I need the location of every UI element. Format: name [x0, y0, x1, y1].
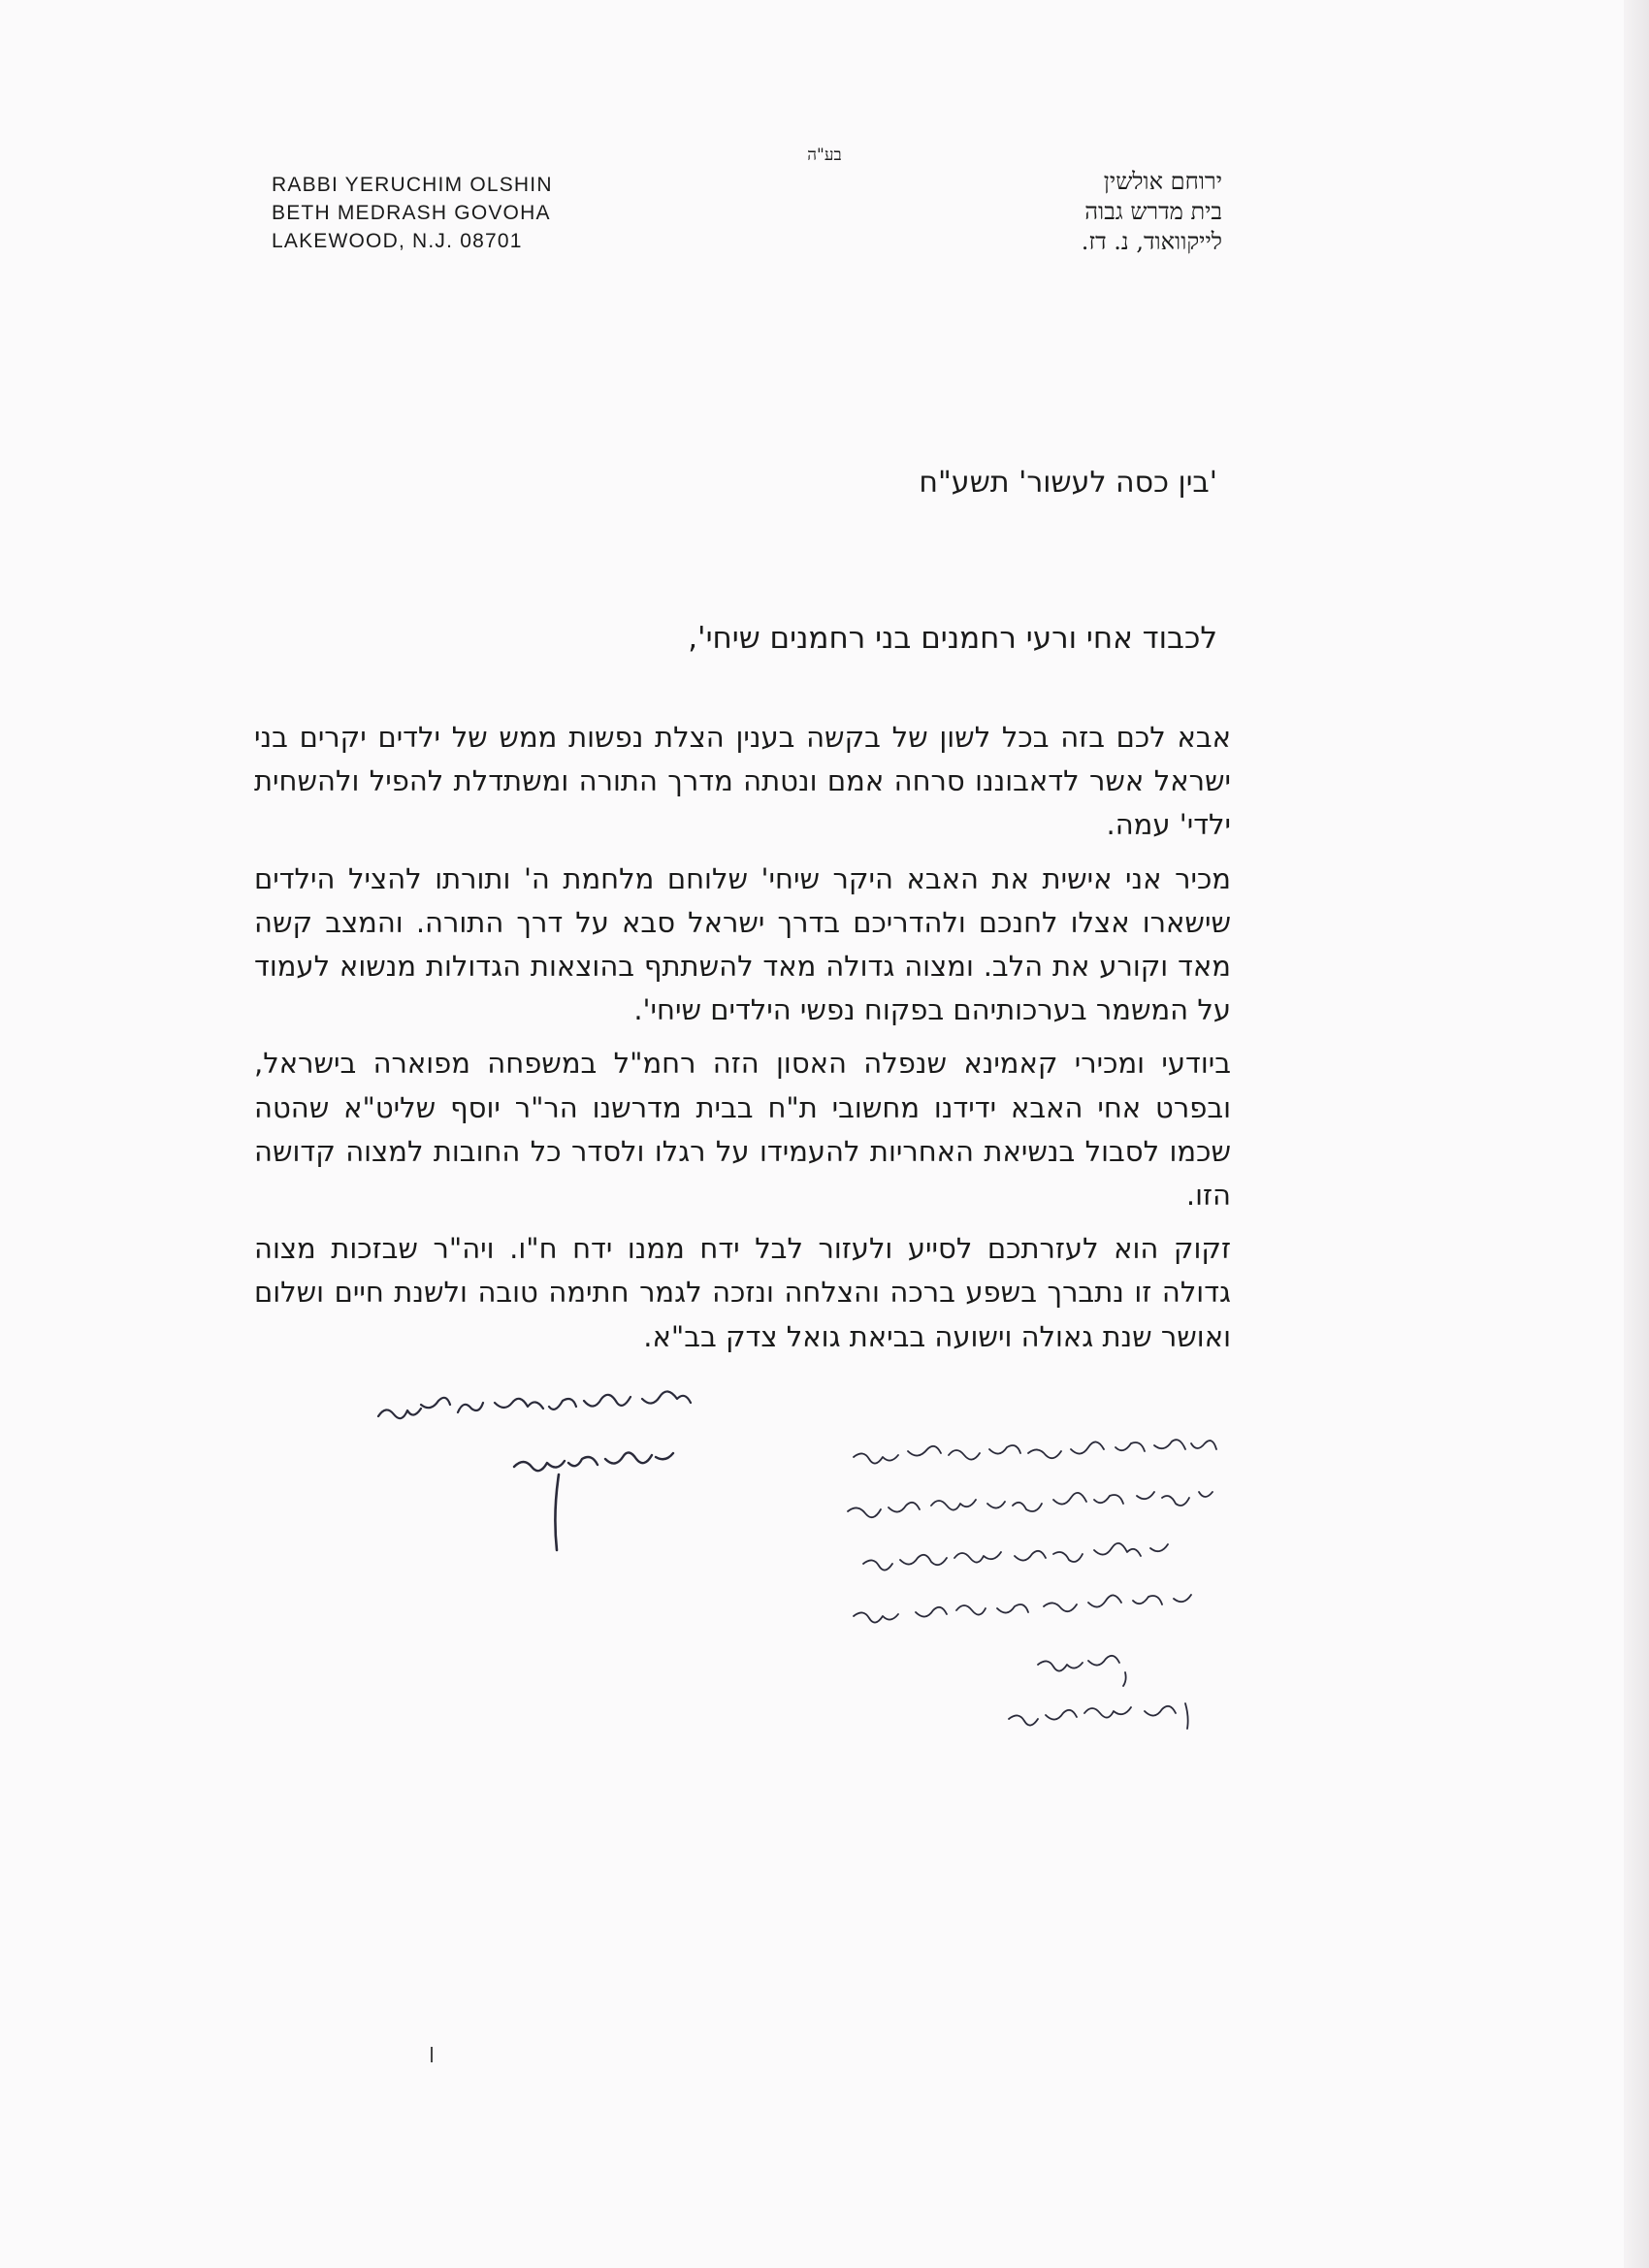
salutation: לכבוד אחי ורעי רחמנים בני רחמנים שיחי',	[688, 621, 1217, 656]
letter-date: 'בין כסה לעשור' תשע"ח	[919, 466, 1217, 500]
letterhead-address-he: לייקוואוד, נ. דז.	[1081, 228, 1222, 255]
letterhead-institution-en: BETH MEDRASH GOVOHA	[272, 202, 551, 224]
scan-edge	[1624, 0, 1649, 2268]
letterhead-name-he: ירוחם אולשין	[1103, 168, 1222, 195]
letterhead-hebrew	[1082, 167, 1222, 257]
letterhead-institution-he: בית מדרש גבוה	[1084, 198, 1222, 225]
handwritten-note	[834, 1436, 1300, 1789]
signature-drawing	[369, 1377, 776, 1562]
note-drawing	[834, 1436, 1300, 1785]
letterhead-address-en: LAKEWOOD, N.J. 08701	[272, 230, 523, 252]
body-paragraph: מכיר אני אישית את האבא היקר שיחי' שלוחם מלחמת ה' ותורתו להציל הילדים שישארו אצלו לחנכם ולהדריכם בדרך ישראל סבא על דרך התורה. והמצב קשה מאד וקורע את הלב. ומצוה גדולה מאד להשתתף בהוצאות הגדולות מנשוא לעמוד על המשמר בערכותיהם בפקוח נפשי הילדים שיחי'.	[254, 861, 1231, 1027]
letter-body	[254, 716, 1231, 1369]
handwritten-signature	[369, 1377, 776, 1566]
body-paragraph: אבא לכם בזה בכל לשון של בקשה בענין הצלת נפשות ממש של ילדים יקרים בני ישראל אשר לדאבוננו סרחה אמם ונטתה מדרך התורה ומשתדלת להפיל ולהשחית ילדי' עמה.	[254, 721, 1231, 842]
body-paragraph: ביודעי ומכירי קאמינא שנפלה האסון הזה רחמ"ל במשפחה מפוארה בישראל, ובפרט אחי האבא ידידנו מחשובי ת"ח בבית מדרשנו הר"ר יוסף שליט"א שהטה שכמו לסבול בנשיאת האחריות להעמידו על רגלו ולסדר כל החובות למצוה קדושה הזו.	[254, 1047, 1231, 1213]
scan-mark	[431, 2047, 433, 2062]
letterhead-english	[272, 171, 553, 255]
body-paragraph: זקוק הוא לעזרתכם לסייע ולעזור לבל ידח ממנו ידח ח"ו. ויה"ר שבזכות מצוה גדולה זו נתברך בשפע ברכה והצלחה ונזכה לגמר חתימה טובה ולשנת חיים ושלום ואושר שנת גאולה וישועה בביאת גואל צדק בב"א.	[254, 1232, 1231, 1353]
bsd-mark: בע"ה	[807, 146, 842, 165]
letterhead-name-en: RABBI YERUCHIM OLSHIN	[272, 174, 553, 196]
